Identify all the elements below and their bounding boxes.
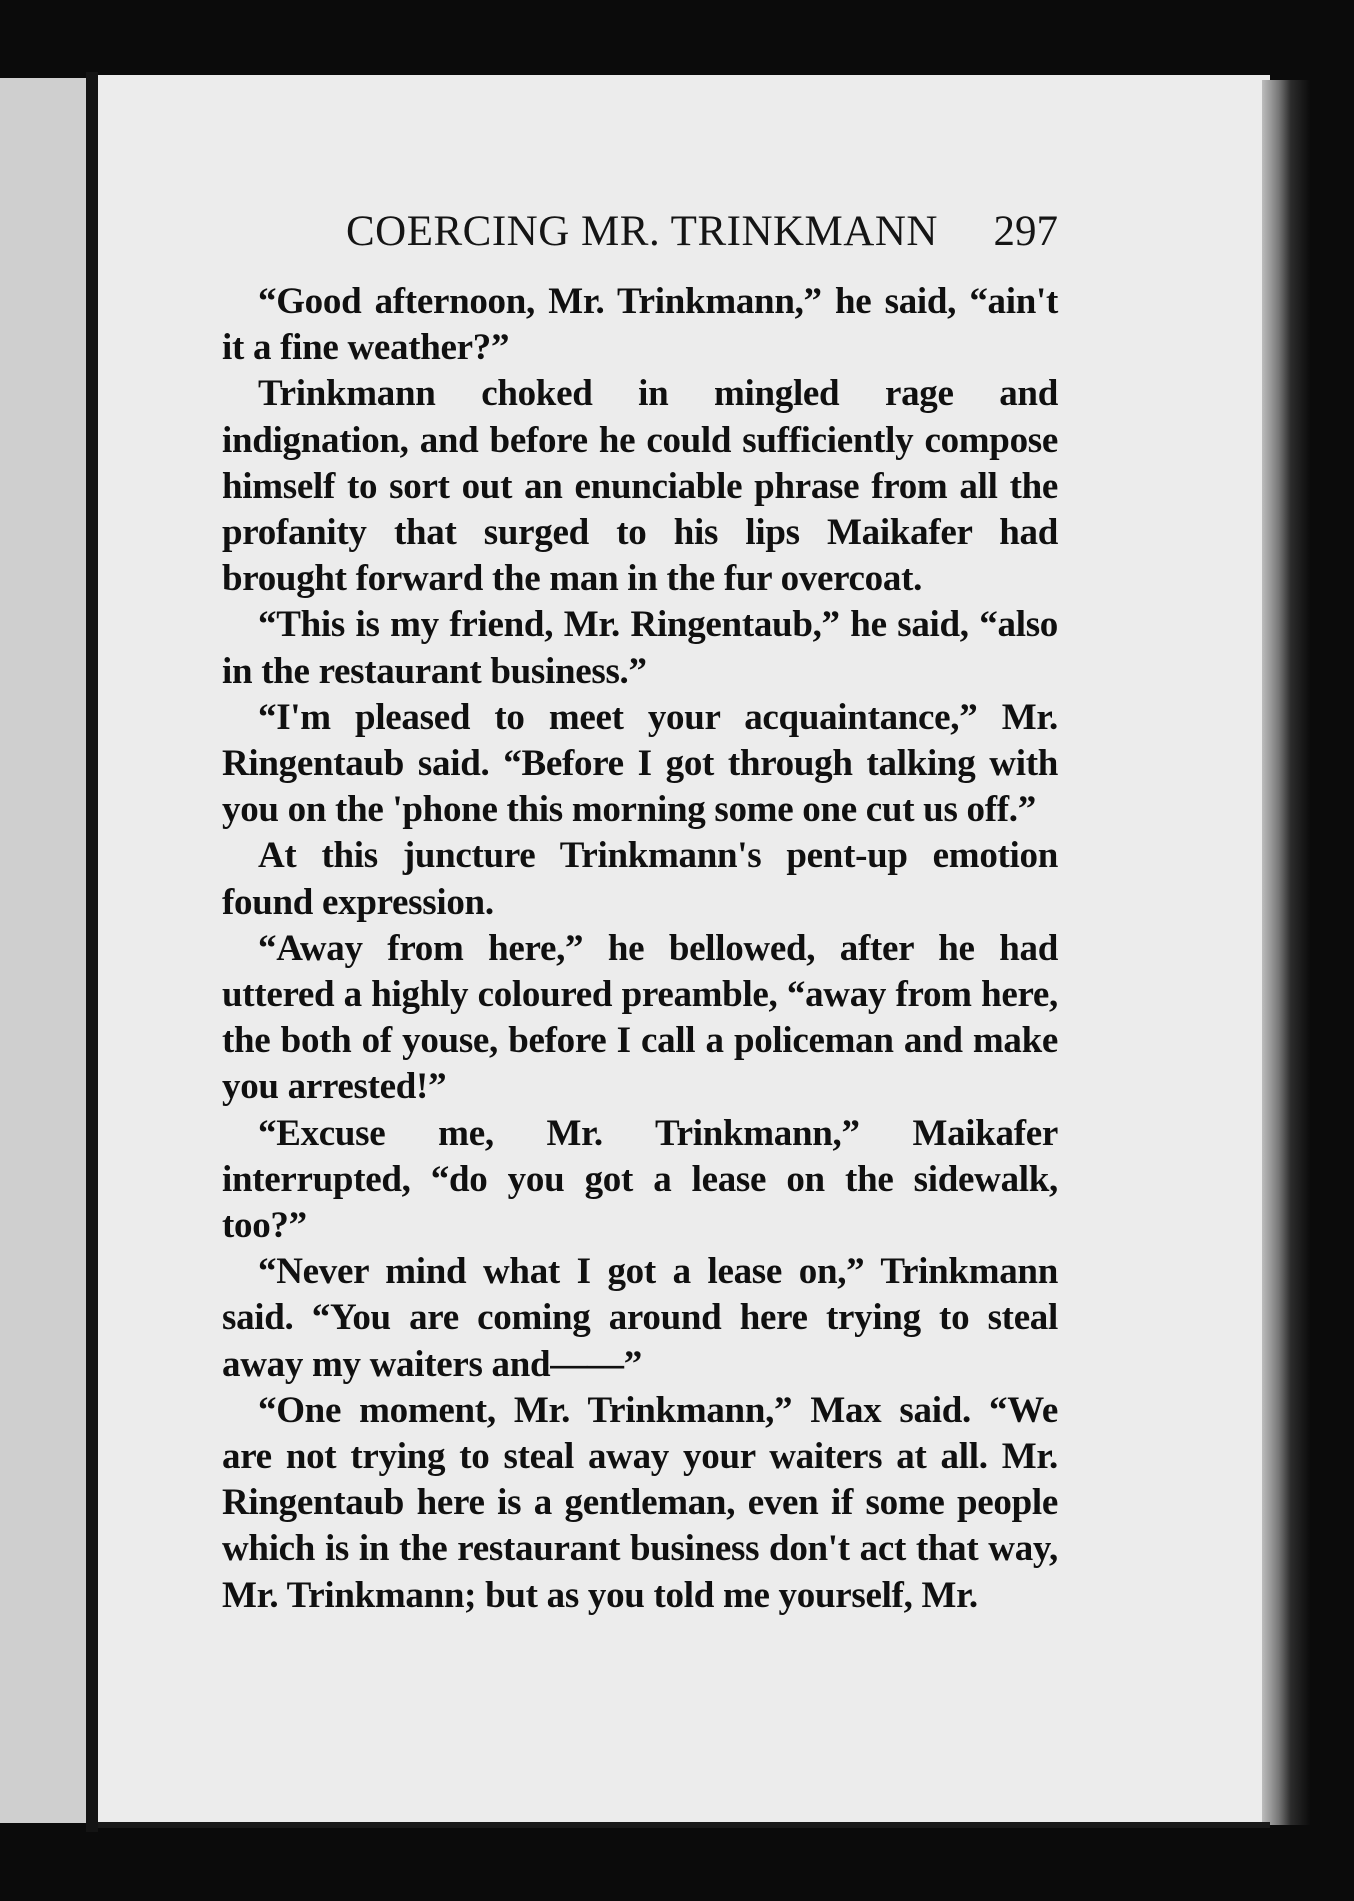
page-fore-edge xyxy=(1262,80,1310,1825)
paragraph: “Good afternoon, Mr. Trinkmann,” he said, “ain't it a fine weather?” xyxy=(222,281,1058,369)
gutter-shadow xyxy=(86,72,98,1832)
paragraph: “This is my friend, Mr. Ringentaub,” he said, “also in the restaurant business.” xyxy=(222,604,1058,692)
paragraph: “Away from here,” he bellowed, after he had uttered a highly coloured preamble, “away from here, the both of youse, before I call a policeman and make you arrested!” xyxy=(222,927,1058,1108)
paragraph: Trinkmann choked in mingled rage and indignation, and before he could sufficiently compose himself to sort out an enunciable phrase from all the profanity that surged to his lips Maikafer had brought forward the man in the fur overcoat. xyxy=(222,373,1058,600)
paragraph: At this juncture Trinkmann's pent-up emotion found expression. xyxy=(222,835,1058,923)
paragraph: “Never mind what I got a lease on,” Trinkmann said. “You are coming around here trying to steal away my waiters and——” xyxy=(222,1251,1058,1385)
paragraph: “Excuse me, Mr. Trinkmann,” Maikafer interrupted, “do you got a lease on the sidewalk, too?” xyxy=(222,1112,1058,1247)
running-title: COERCING MR. TRINKMANN xyxy=(346,208,938,255)
page-bottom-edge xyxy=(98,1822,1270,1828)
facing-page-edge xyxy=(0,78,86,1823)
page-header xyxy=(222,207,1058,257)
paragraph: “I'm pleased to meet your acquaintance,” Mr. Ringentaub said. “Before I got through talking with you on the 'phone this morning some one cut us off.” xyxy=(222,696,1058,831)
paragraph: “One moment, Mr. Trinkmann,” Max said. “We are not trying to steal away your waiters at all. Mr. Ringentaub here is a gentleman, even if some people which is in the restaurant business don't act that way, Mr. Trinkmann; but as you told me yourself, Mr. xyxy=(222,1389,1058,1616)
page-number: 297 xyxy=(993,208,1058,255)
body-text xyxy=(222,279,1058,1619)
